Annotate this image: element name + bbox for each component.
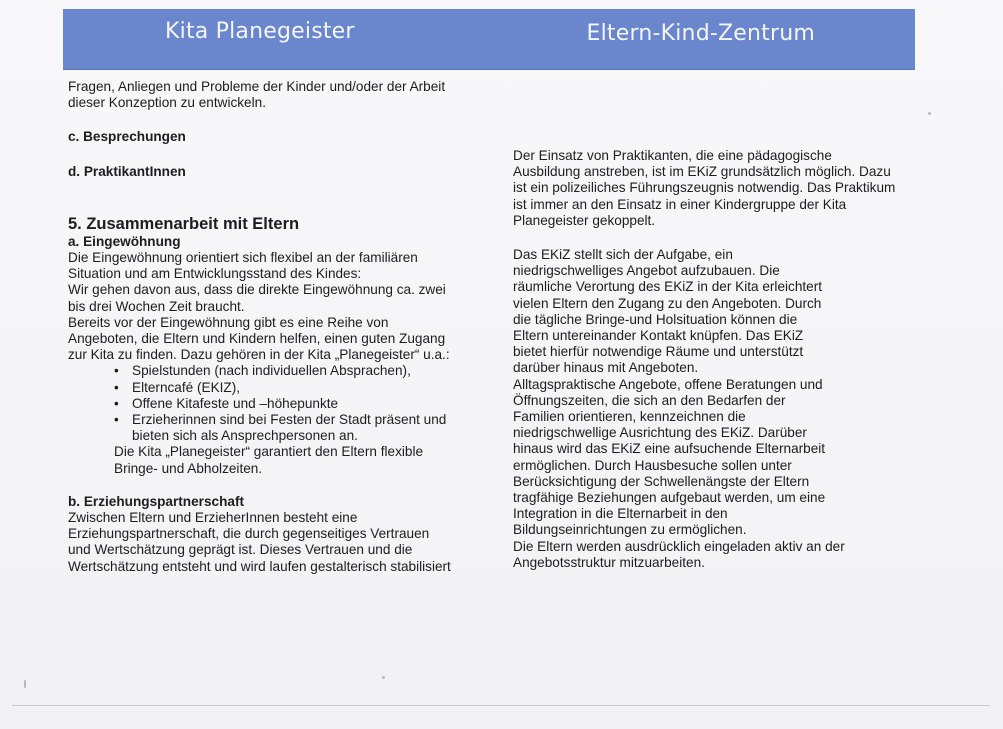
list-item-text: bieten sich als Ansprechpersonen an. xyxy=(132,428,358,444)
list-item-text: Spielstunden (nach individuellen Absprachen), xyxy=(132,363,411,379)
paragraph-line: niedrigschwelliges Angebot aufzubauen. Die xyxy=(513,263,780,279)
paragraph-line: Integration in die Elternarbeit in den xyxy=(513,506,728,522)
header-title-right: Eltern-Kind-Zentrum xyxy=(586,21,815,46)
paragraph-line: bis drei Wochen Zeit braucht. xyxy=(68,298,245,314)
paragraph-line: vielen Eltern den Zugang zu den Angeboten. Durch xyxy=(513,295,822,311)
paragraph-praktikanten xyxy=(513,148,923,229)
list-item-continuation xyxy=(132,428,488,444)
list-item xyxy=(114,363,488,379)
list-item xyxy=(114,379,488,396)
paragraph-line: Die Eingewöhnung orientiert sich flexibel an der familiären xyxy=(68,250,418,266)
paragraph-line: die tägliche Bringe-und Holsituation können die xyxy=(513,311,798,327)
right-column xyxy=(513,148,923,571)
paragraph-line: Eltern untereinander Kontakt knüpfen. Das EKiZ xyxy=(513,328,804,344)
paragraph-line: Die Eltern werden ausdrücklich eingeladen aktiv an der xyxy=(513,538,845,554)
page-header-banner xyxy=(63,9,915,70)
paragraph-line: Alltagspraktische Angebote, offene Beratungen und xyxy=(513,376,823,392)
paragraph-line: Der Einsatz von Praktikanten, die eine pädagogische xyxy=(513,148,832,163)
paragraph-line: Bildungseinrichtungen zu ermöglichen. xyxy=(513,522,747,538)
left-column xyxy=(68,79,488,575)
paragraph-line: Angeboten, die Eltern und Kindern helfen, einen guten Zugang xyxy=(68,331,446,347)
paragraph-line: Angebotsstruktur mitzuarbeiten. xyxy=(513,554,705,570)
paragraph-line: darüber hinaus mit Angeboten. xyxy=(513,360,699,376)
paragraph-line: hinaus wird das EKiZ eine aufsuchende Elternarbeit xyxy=(513,441,826,457)
paragraph-line: und Wertschätzung geprägt ist. Dieses Vertrauen und die xyxy=(68,542,413,558)
page-bottom-edge xyxy=(12,705,990,706)
paragraph-line: ermöglichen. Durch Hausbesuche sollen unter xyxy=(513,457,792,473)
heading-praktikantinnen: d. PraktikantInnen xyxy=(68,163,186,179)
paragraph-line: Das EKiZ stellt sich der Aufgabe, ein xyxy=(513,247,733,263)
bullet-icon: • xyxy=(114,363,119,379)
bullet-icon: • xyxy=(114,395,119,411)
header-title-left: Kita Planegeister xyxy=(165,19,355,44)
paragraph-line: Bringe- und Abholzeiten. xyxy=(114,460,263,476)
intro-line: dieser Konzeption zu entwickeln. xyxy=(68,95,266,111)
paragraph-line: ist immer an den Einsatz in einer Kindergruppe der Kita xyxy=(513,196,847,212)
paragraph-line: Berücksichtigung der Schwellenängste der Eltern xyxy=(513,473,810,489)
paragraph-line: Wertschätzung entsteht und wird laufen gestalterisch stabilisiert xyxy=(68,558,451,574)
paragraph-line: Ausbildung anstreben, ist im EKiZ grundsätzlich möglich. Dazu xyxy=(513,164,891,180)
paragraph-line: Erziehungspartnerschaft, die durch gegenseitiges Vertrauen xyxy=(68,526,430,542)
scan-speck xyxy=(24,680,26,688)
paragraph-line: niedrigschwellige Ausrichtung des EKiZ. Darüber xyxy=(513,425,807,441)
paragraph-line: Planegeister gekoppelt. xyxy=(513,212,656,228)
list-item-text: Offene Kitafeste und –höhepunkte xyxy=(132,395,339,411)
scan-speck xyxy=(382,676,385,679)
paragraph-line: Zwischen Eltern und ErzieherInnen besteht eine xyxy=(68,510,358,526)
paragraph-line: Öffnungszeiten, die sich an den Bedarfen der xyxy=(513,392,786,408)
list-item-text: Erzieherinnen sind bei Festen der Stadt präsent und xyxy=(132,412,447,428)
paragraph-ekiz xyxy=(513,247,923,571)
paragraph-line: räumliche Verortung des EKiZ in der Kita erleichtert xyxy=(513,279,823,295)
list-item xyxy=(114,395,488,412)
paragraph-line: ist ein polizeiliches Führungszeugnis notwendig. Das Praktikum xyxy=(513,180,896,196)
intro-line: Fragen, Anliegen und Probleme der Kinder und/oder der Arbeit xyxy=(68,79,446,94)
bullet-icon: • xyxy=(114,379,119,395)
offer-list xyxy=(68,363,488,444)
scan-speck xyxy=(928,112,931,115)
section-title: 5. Zusammenarbeit mit Eltern xyxy=(68,214,300,233)
bullet-icon: • xyxy=(114,412,119,428)
paragraph-line: zur Kita zu finden. Dazu gehören in der Kita „Planegeister“ u.a.: xyxy=(68,347,450,363)
paragraph-line: Familien orientieren, kennzeichnen die xyxy=(513,409,746,425)
list-item-text: Elterncafé (EKIZ), xyxy=(132,379,241,395)
paragraph-line: Bereits vor der Eingewöhnung gibt es eine Reihe von xyxy=(68,314,389,330)
heading-besprechungen: c. Besprechungen xyxy=(68,129,186,145)
paragraph-line: Wir gehen davon aus, dass die direkte Eingewöhnung ca. zwei xyxy=(68,282,446,298)
paragraph-line: Die Kita „Planegeister“ garantiert den Eltern flexible xyxy=(114,444,424,460)
paragraph-line: tragfähige Beziehungen aufgebaut werden, um eine xyxy=(513,490,826,506)
paragraph-line: bietet hierfür notwendige Räume und unterstützt xyxy=(513,344,804,360)
heading-eingewoehnung: a. Eingewöhnung xyxy=(68,233,181,249)
list-item xyxy=(114,412,488,428)
heading-erziehungspartnerschaft: b. Erziehungspartnerschaft xyxy=(68,493,244,509)
paragraph-line: Situation und am Entwicklungsstand des Kindes: xyxy=(68,266,362,282)
